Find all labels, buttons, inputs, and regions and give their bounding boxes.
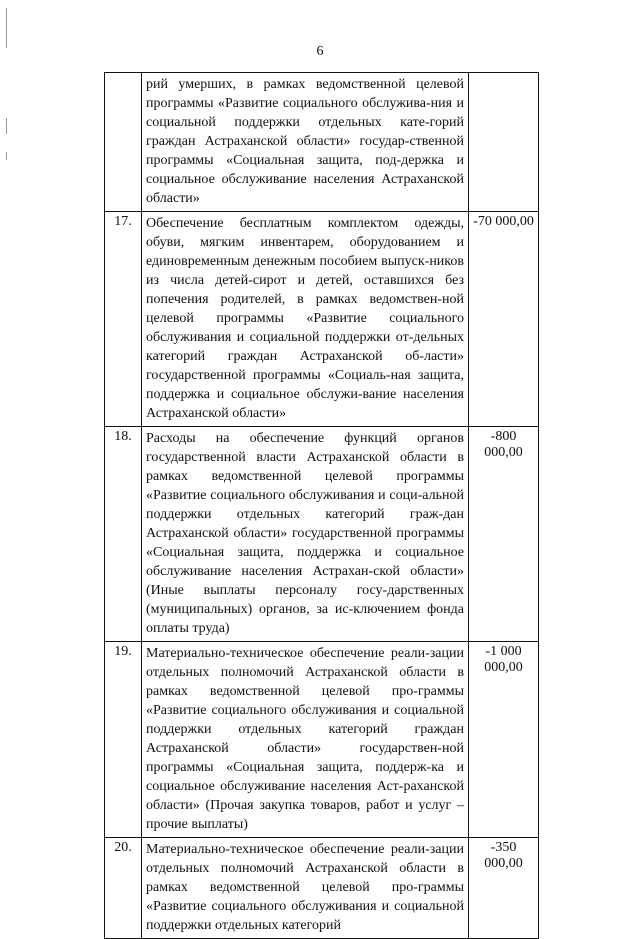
row-amount (469, 73, 539, 212)
row-amount: -800 000,00 (469, 427, 539, 642)
table-row (105, 73, 539, 212)
row-amount: -350 000,00 (469, 838, 539, 939)
table-row (105, 427, 539, 642)
page-number: 6 (316, 44, 324, 59)
row-number: 18. (105, 427, 142, 642)
expenditure-table (104, 72, 539, 939)
row-description: Материально-техническое обеспечение реали-зации отдельных полномочий Астраханской области в рамках ведомственной целевой про-граммы «Развитие социального обслуживания и социальной поддержки отдельных категорий граждан Астраханской области» государствен-ной программы «Социальная защита, поддерж-ка и социальное обслуживание населения Аст-раханской области» (Прочая закупка товаров, работ и услуг – прочие выплаты) (142, 642, 469, 838)
left-margin-tick (6, 118, 7, 134)
row-number (105, 73, 142, 212)
row-description: Расходы на обеспечение функций органов государственной власти Астраханской области в рамках ведомственной целевой программы «Развитие социального обслуживания и соци-альной поддержки отдельных категорий граж-дан Астраханской области» государственной программы «Социальная защита, поддержка и социальное обслуживание населения Астрахан-ской области» (Иные выплаты персоналу госу-дарственных (муниципальных) органов, за ис-ключением фонда оплаты труда) (142, 427, 469, 642)
table-row (105, 838, 539, 939)
row-description: рий умерших, в рамках ведомственной целевой программы «Развитие социального обслужива-ния и социальной поддержки отдельных кате-горий граждан Астраханской области» государ-ственной программы «Социальная защита, под-держка и социальное обслуживание населения Астраханской области» (142, 73, 469, 212)
table-row (105, 642, 539, 838)
row-number: 17. (105, 212, 142, 427)
row-amount: -70 000,00 (469, 212, 539, 427)
table-row (105, 212, 539, 427)
row-number: 19. (105, 642, 142, 838)
left-margin-line (6, 8, 7, 48)
row-description: Обеспечение бесплатным комплектом одежды, обуви, мягким инвентарем, оборудованием и единовременным денежным пособием выпуск-ников из числа детей-сирот и детей, оставшихся без попечения родителей, в рамках ведомствен-ной целевой программы «Развитие социального обслуживания и социальной поддержки от-дельных категорий граждан Астраханской об-ласти» государственной программы «Социаль-ная защита, поддержка и социальное обслужи-вание населения Астраханской области» (142, 212, 469, 427)
row-amount: -1 000 000,00 (469, 642, 539, 838)
row-description: Материально-техническое обеспечение реали-зации отдельных полномочий Астраханской области в рамках ведомственной целевой про-граммы «Развитие социального обслуживания и социальной поддержки отдельных категорий (142, 838, 469, 939)
left-margin-tick (6, 152, 7, 160)
row-number: 20. (105, 838, 142, 939)
